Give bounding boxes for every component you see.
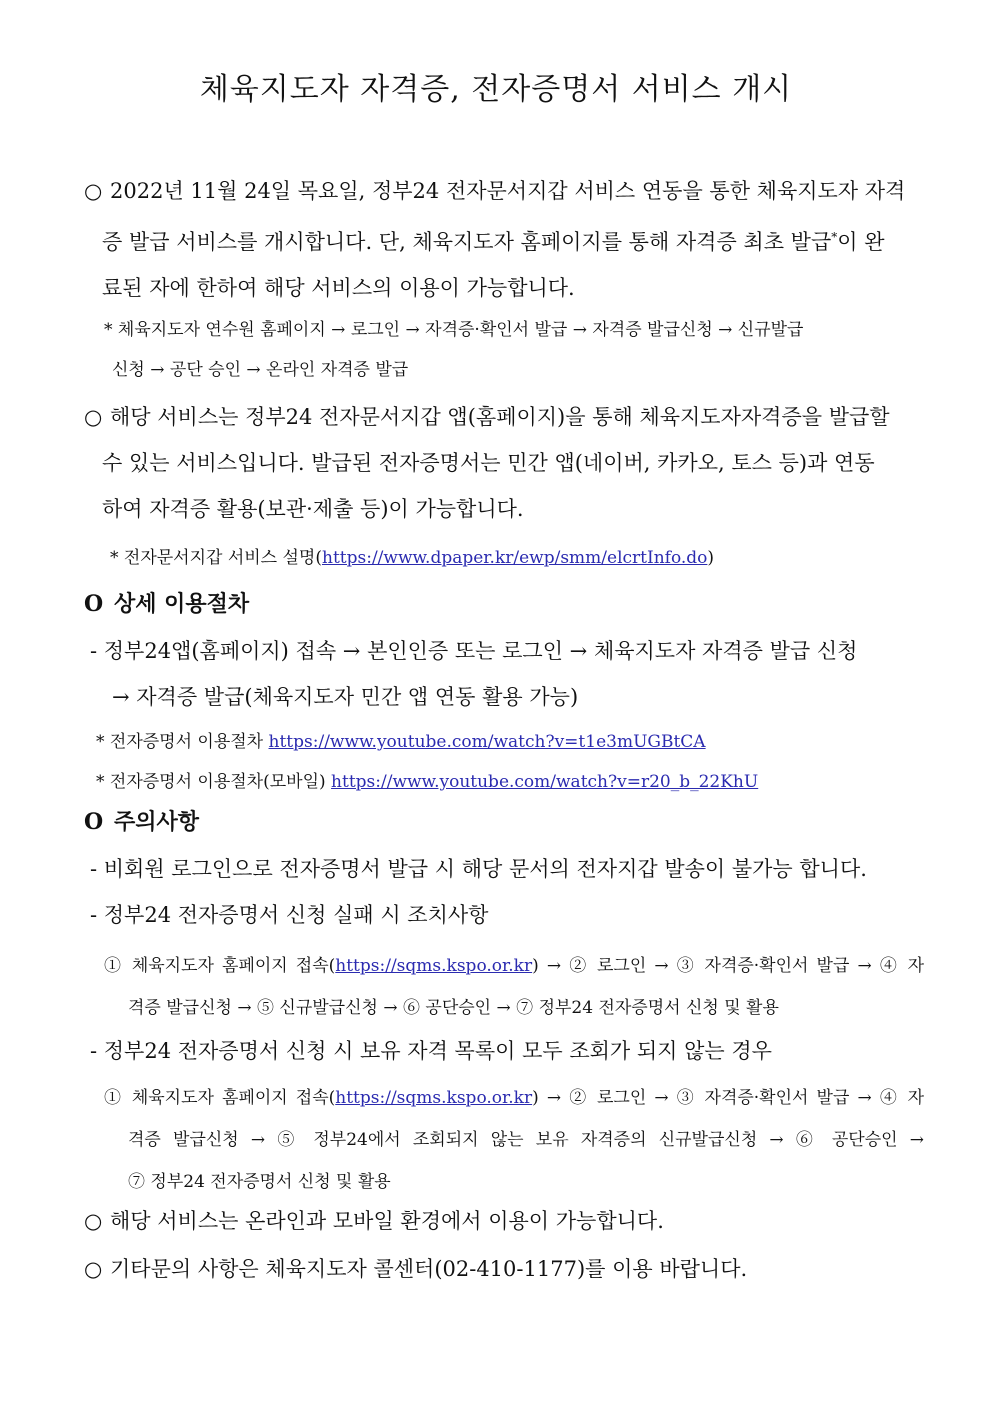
caution-missing-title: - 정부24 전자증명서 신청 시 보유 자격 목록이 모두 조회가 되지 않는 경우 [90,1039,772,1063]
bullet-circle-icon: ○ [84,405,103,429]
step-5-text: 신규발급신청 → [279,998,403,1018]
note-wallet-desc [110,538,924,578]
step-6: ⑥ [403,998,420,1018]
step-4-text: 자 [907,1088,925,1108]
paragraph-service-launch [84,168,924,311]
p1-line1: 2022년 11월 24일 목요일, 정부24 전자문서지갑 서비스 연동을 통한 체육지도자 자격 [110,179,906,203]
note1-line2: 신청 → 공단 승인 → 온라인 자격증 발급 [112,360,409,380]
bullet-circle-icon: O [84,809,104,835]
bullet-circle-icon: ○ [84,179,103,203]
step-3-text: 자격증·확인서 발급 → [704,956,880,976]
p1-line2: 증 발급 서비스를 개시합니다. 단, 체육지도자 홈페이지를 통해 자격증 최초 발급 [102,230,832,254]
step-6-text: 공단승인 → [831,1130,925,1150]
procedure-heading: 상세 이용절차 [114,591,250,617]
step-5: ⑤ [277,1130,302,1150]
note-first-issue [104,310,924,390]
p1-line3: 료된 자에 한하여 해당 서비스의 이용이 가능합니다. [102,276,575,300]
step-1-text: 체육지도자 홈페이지 접속( [131,956,336,976]
procedure-line2: → 자격증 발급(체육지도자 민간 앱 연동 활용 가능) [112,685,579,709]
step-6-text: 공단승인 → [425,998,517,1018]
bullet-circle-icon: O [84,591,104,617]
step-4: ④ [879,956,900,976]
sqms-link[interactable]: https://sqms.kspo.or.kr [335,956,533,976]
caution-nonmember: - 비회원 로그인으로 전자증명서 발급 시 해당 문서의 전자지갑 발송이 불가능 합니다. [90,857,867,881]
footnote-mark: * [831,230,838,244]
step-1: ① [104,956,124,976]
youtube-link-pc[interactable]: https://www.youtube.com/watch?v=t1e3mUGBtCA [268,732,706,752]
step-1: ① [104,1088,124,1108]
video-note-label: * 전자증명서 이용절차 [96,732,269,752]
p2-line1: 해당 서비스는 정부24 전자문서지갑 앱(홈페이지)을 통해 체육지도자자격증을 발급할 [110,405,890,429]
dpaper-link[interactable]: https://www.dpaper.kr/ewp/smm/elcrtInfo.do [322,548,708,568]
step-4-text-cont: 격증 발급신청 → [128,1130,278,1150]
paragraph-service-desc [84,394,924,532]
caution-heading: 주의사항 [114,809,200,835]
section-heading-procedure [84,584,924,624]
step-5-text: 정부24에서 조회되지 않는 보유 자격증의 신규발급신청 → [313,1130,796,1150]
step-3-text: 자격증·확인서 발급 → [704,1088,880,1108]
step-2-text: 로그인 → [597,1088,677,1108]
note2-text: * 전자문서지갑 서비스 설명( [110,548,322,568]
procedure-line1: - 정부24앱(홈페이지) 접속 → 본인인증 또는 로그인 → 체육지도자 자격증 발급 신청 [90,639,858,663]
p1-line2-end: 이 완 [837,230,885,254]
step-7: ⑦ [128,1172,145,1192]
step-6: ⑥ [795,1130,820,1150]
paragraph-contact [84,1246,924,1292]
caution-failure-title: - 정부24 전자증명서 신청 실패 시 조치사항 [90,903,489,927]
procedure-steps [90,628,924,720]
step-5: ⑤ [257,998,274,1018]
p2-line2: 수 있는 서비스입니다. 발급된 전자증명서는 민간 앱(네이버, 카카오, 토스 등)과 연동 [102,451,875,475]
bullet-circle-icon: ○ [84,1257,103,1281]
caution-missing [90,1028,924,1074]
contact-text: 기타문의 사항은 체육지도자 콜센터(02-410-1177)를 이용 바랍니다. [110,1257,748,1281]
step-1-end: ) → [532,1088,570,1108]
step-1-text: 체육지도자 홈페이지 접속( [131,1088,336,1108]
caution-items [90,846,924,938]
bullet-circle-icon: ○ [84,1209,103,1233]
note1-line1: * 체육지도자 연수원 홈페이지 → 로그인 → 자격증·확인서 발급 → 자격증 발급신청 → 신규발급 [104,320,804,340]
failure-steps [104,946,924,1028]
step-4-text-cont: 격증 발급신청 → [128,998,257,1018]
procedure-notes [96,722,924,802]
step-1-end: ) → [532,956,570,976]
step-7-text: 정부24 전자증명서 신청 및 활용 [150,1172,391,1192]
youtube-link-mobile[interactable]: https://www.youtube.com/watch?v=r20_b_22KhU [331,772,759,792]
step-4-text: 자 [907,956,925,976]
document-title: 체육지도자 자격증, 전자증명서 서비스 개시 [199,72,793,107]
step-7: ⑦ [516,998,534,1018]
step-3: ③ [676,1088,697,1108]
step-3: ③ [676,956,697,976]
availability-text: 해당 서비스는 온라인과 모바일 환경에서 이용이 가능합니다. [110,1209,664,1233]
section-heading-caution [84,802,924,842]
missing-steps [104,1078,924,1202]
video-note-mobile-label: * 전자증명서 이용절차(모바일) [96,772,332,792]
step-2-text: 로그인 → [597,956,677,976]
step-7-text: 정부24 전자증명서 신청 및 활용 [538,998,779,1018]
note2-close: ) [707,548,715,568]
step-4: ④ [879,1088,900,1108]
p2-line3: 하여 자격증 활용(보관·제출 등)이 가능합니다. [102,497,524,521]
step-2: ② [569,1088,589,1108]
sqms-link[interactable]: https://sqms.kspo.or.kr [335,1088,533,1108]
step-2: ② [569,956,589,976]
paragraph-availability [84,1198,924,1244]
